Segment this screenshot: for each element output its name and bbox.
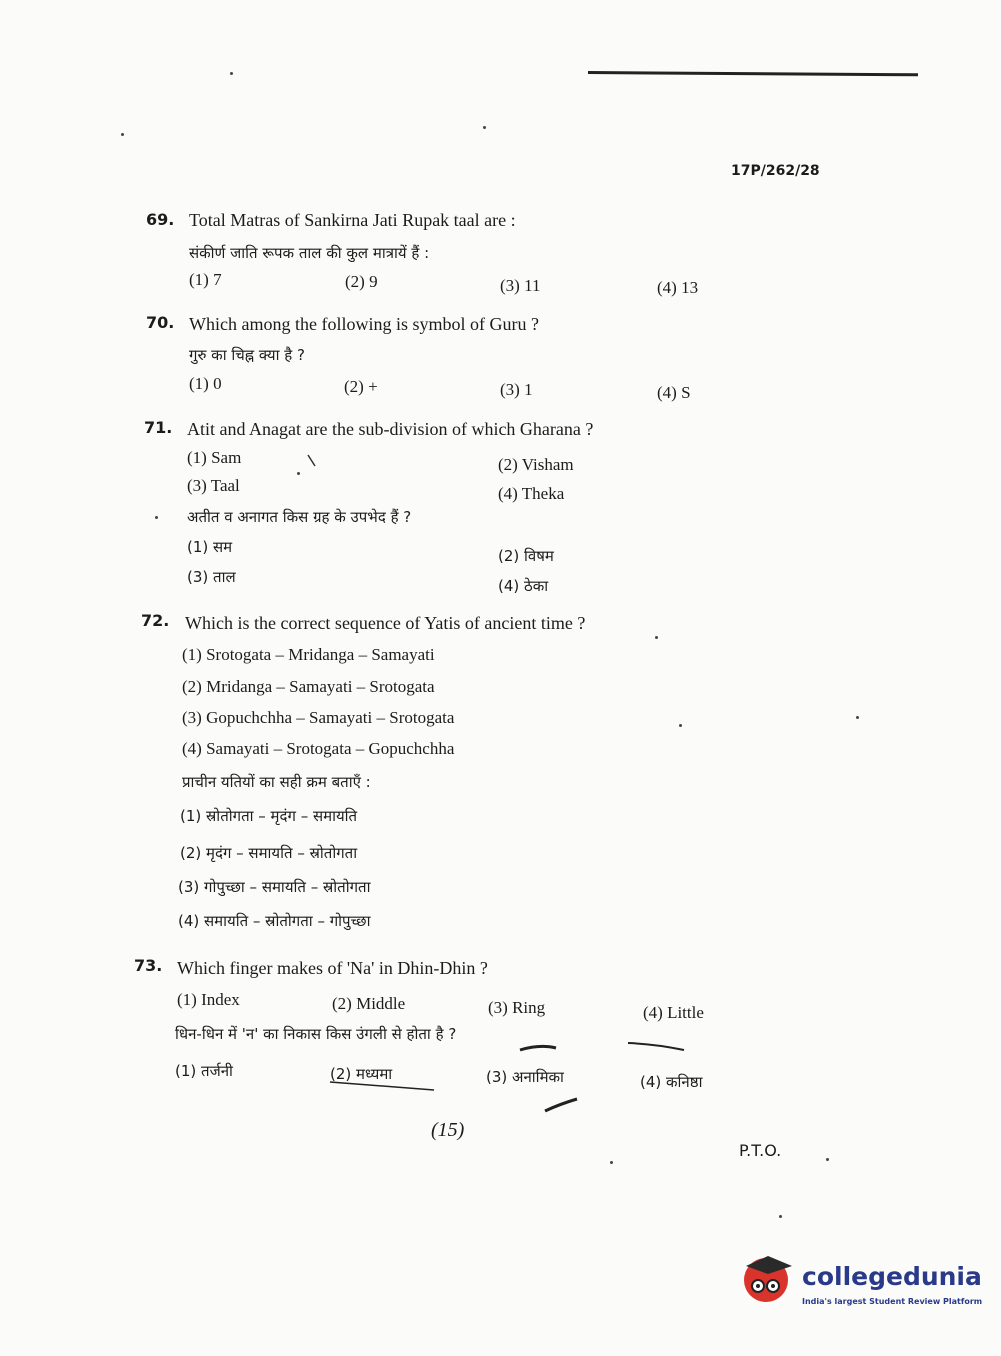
option-3: (3) Taal [187, 476, 240, 495]
question-text-en: Which among the following is symbol of Guru ? [189, 314, 539, 334]
option-1: (1) Srotogata – Mridanga – Samayati [182, 645, 435, 664]
option-3-hi: (3) गोपुच्छा – समायति – स्रोतोगता [178, 878, 371, 896]
option-3-hi: (3) ताल [187, 568, 236, 586]
page-number: (15) [431, 1119, 465, 1141]
question-text-hi: अतीत व अनागत किस ग्रह के उपभेद हैं ? [187, 508, 412, 526]
option-1: (1) Sam [187, 448, 242, 467]
question-text-hi: गुरु का चिह्न क्या है ? [189, 346, 305, 364]
option-1-hi: (1) स्रोतोगता – मृदंग – समायति [180, 807, 358, 825]
question-number: 70. [146, 313, 175, 332]
question-number: 72. [141, 611, 170, 630]
option-2-hi: (2) मध्यमा [330, 1065, 393, 1083]
option-2: (2) 9 [345, 272, 378, 291]
option-4: (4) 13 [657, 278, 699, 297]
option-1: (1) 7 [189, 270, 222, 289]
option-1: (1) Index [177, 990, 240, 1009]
question-text-hi: प्राचीन यतियों का सही क्रम बताएँ : [182, 773, 371, 791]
option-3: (3) 11 [500, 276, 541, 295]
option-2: (2) Middle [332, 994, 406, 1013]
option-2: (2) Mridanga – Samayati – Srotogata [182, 677, 435, 696]
option-1: (1) 0 [189, 374, 222, 393]
question-text-hi: संकीर्ण जाति रूपक ताल की कुल मात्रायें हैं : [189, 244, 430, 262]
question-text-en: Total Matras of Sankirna Jati Rupak taal are : [189, 210, 516, 230]
option-4: (4) S [657, 383, 691, 402]
option-4: (4) Theka [498, 484, 565, 503]
question-number: 71. [144, 418, 173, 437]
paper-code: 17P/262/28 [731, 163, 820, 179]
option-1-hi: (1) सम [187, 538, 233, 556]
question-text-en: Atit and Anagat are the sub-division of which Gharana ? [187, 419, 594, 439]
question-number: 69. [146, 210, 175, 229]
option-3-hi: (3) अनामिका [486, 1068, 564, 1086]
option-1-hi: (1) तर्जनी [175, 1062, 233, 1080]
option-3: (3) Ring [488, 998, 546, 1017]
option-4-hi: (4) कनिष्ठा [640, 1073, 703, 1091]
option-3: (3) 1 [500, 380, 533, 399]
logo-tagline: India's largest Student Review Platform [802, 1297, 983, 1306]
option-4: (4) Little [643, 1003, 704, 1022]
option-2-hi: (2) मृदंग – समायति – स्रोतोगता [180, 844, 358, 862]
option-2-hi: (2) विषम [498, 547, 554, 565]
mascot-icon [740, 1252, 796, 1308]
question-text-en: Which is the correct sequence of Yatis of ancient time ? [185, 613, 586, 633]
question-text-hi: धिन-धिन में 'न' का निकास किस उंगली से होता है ? [175, 1025, 457, 1043]
pto-label: P.T.O. [739, 1141, 782, 1160]
option-4-hi: (4) ठेका [498, 577, 549, 595]
logo-text: collegedunia [802, 1262, 982, 1291]
option-4-hi: (4) समायति – स्रोतोगता – गोपुच्छा [178, 912, 371, 930]
option-3: (3) Gopuchchha – Samayati – Srotogata [182, 708, 455, 727]
option-2: (2) Visham [498, 455, 574, 474]
collegedunia-logo [740, 1252, 983, 1312]
option-2: (2) + [344, 377, 378, 396]
question-number: 73. [134, 956, 163, 975]
option-4: (4) Samayati – Srotogata – Gopuchchha [182, 739, 455, 758]
question-text-en: Which finger makes of 'Na' in Dhin-Dhin ? [177, 958, 488, 978]
